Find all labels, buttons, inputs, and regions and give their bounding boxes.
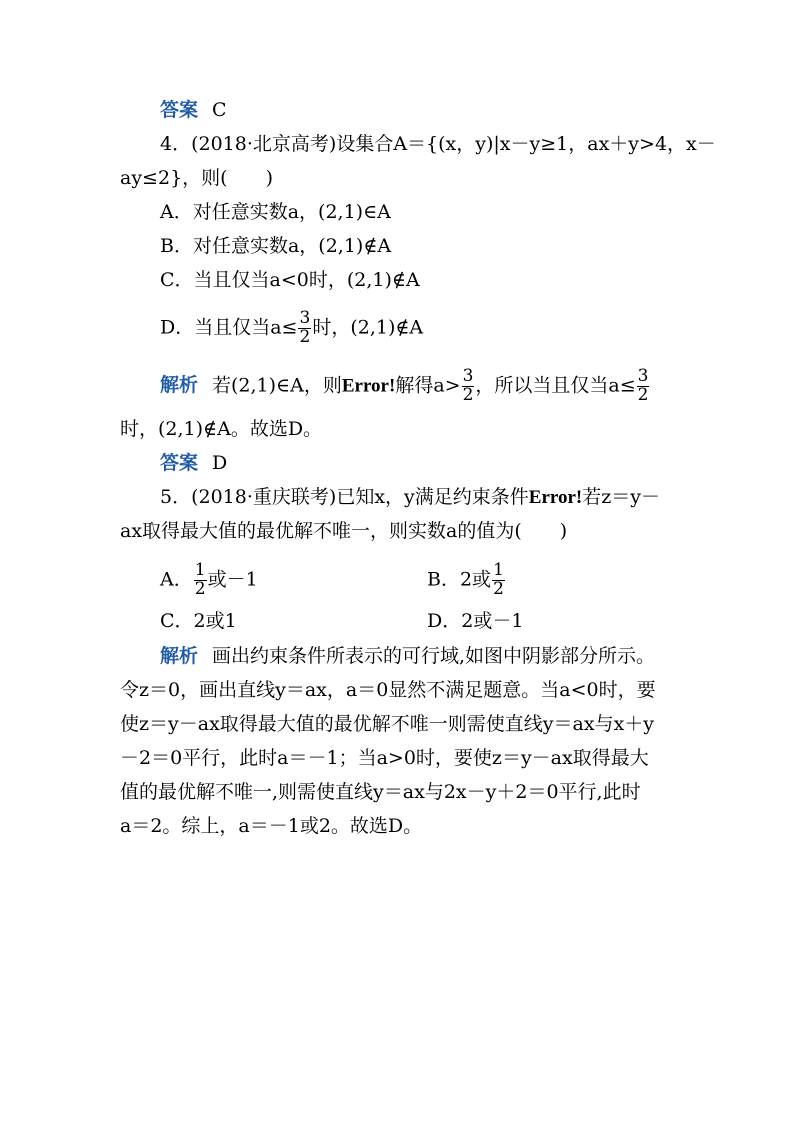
q4-analysis-line2: 时，(2,1)∉A。故选D。	[120, 418, 323, 440]
q4-analysis-line1	[160, 368, 650, 405]
q5-option-b-prefix: B．2或	[427, 568, 492, 591]
q4-number: 4．	[160, 133, 192, 155]
q3-answer-line	[160, 97, 227, 123]
q5-analysis-line1	[160, 643, 655, 669]
q4-answer-value: D	[212, 452, 228, 474]
q5-analysis-text1: 画出约束条件所表示的可行域,如图中阴影部分所示。	[212, 645, 656, 667]
q5-analysis-line2: 令z＝0，画出直线y＝ax，a＝0显然不满足题意。当a<0时，要	[120, 679, 656, 701]
analysis-label: 解析	[160, 645, 199, 667]
answer-label: 答案	[160, 452, 199, 474]
q4-option-c: C．当且仅当a<0时，(2,1)∉A	[160, 269, 420, 291]
fraction-numerator: 3	[462, 366, 474, 386]
q4-analysis-error: Error!	[341, 375, 396, 397]
q5-stem-text1a: 已知x，y满足约束条件	[336, 486, 529, 508]
q5-analysis-line3: 使z＝y－ax取得最大值的最优解不唯一则需使直线y＝ax与x＋y	[120, 713, 655, 735]
fraction-denominator: 2	[493, 578, 504, 599]
q4-analysis-text-c: ，所以当且仅当a≤	[475, 374, 636, 397]
q5-option-b-fraction	[492, 562, 505, 599]
fraction-numerator: 3	[637, 366, 649, 386]
q4-source: (2018·北京高考)	[191, 133, 337, 155]
q4-analysis-fraction1	[462, 368, 475, 405]
fraction-denominator: 2	[194, 578, 206, 599]
q4-answer-line	[160, 450, 227, 476]
q5-option-a-fraction	[194, 562, 207, 599]
q4-analysis-text-b: 解得a>	[395, 374, 461, 397]
q3-answer-value: C	[212, 99, 227, 121]
answer-label: 答案	[160, 99, 199, 121]
q5-analysis-line5: 值的最优解不唯一,则需使直线y＝ax与2x－y＋2＝0平行,此时	[120, 781, 641, 803]
fraction-denominator: 2	[637, 384, 649, 405]
q5-option-a-prefix: A．	[160, 568, 193, 591]
q5-stem-error: Error!	[528, 487, 583, 508]
q4-analysis-text-a: 若(2,1)∈A，则	[212, 374, 342, 397]
q5-option-c: C．2或1	[160, 610, 237, 632]
q4-option-d-prefix: D．当且仅当a≤	[160, 316, 298, 339]
q4-option-a: A．对任意实数a，(2,1)∈A	[160, 201, 391, 223]
q4-stem-text1: 设集合A＝{(x，y)|x－y≥1，ax＋y>4，x－	[336, 133, 716, 155]
q4-option-d-suffix: 时，(2,1)∉A	[312, 316, 424, 339]
q5-analysis-line4: －2＝0平行，此时a＝－1；当a>0时，要使z＝y－ax取得最大	[120, 747, 649, 769]
q4-option-d	[160, 310, 423, 347]
q5-number: 5．	[160, 486, 192, 508]
fraction-numerator: 1	[493, 560, 504, 580]
q4-analysis-fraction2	[637, 368, 650, 405]
fraction-denominator: 2	[299, 326, 311, 347]
q5-stem-line1	[160, 484, 660, 511]
q4-stem-line1	[160, 131, 716, 157]
q5-stem-text1b: 若z＝y－	[582, 486, 660, 508]
q5-option-a	[160, 562, 258, 599]
analysis-label: 解析	[160, 374, 199, 397]
q5-option-b	[427, 562, 506, 599]
q4-option-d-fraction	[298, 310, 311, 347]
q5-option-d: D．2或－1	[427, 610, 524, 632]
q4-option-b: B．对任意实数a，(2,1)∉A	[160, 235, 392, 257]
fraction-numerator: 3	[299, 308, 311, 328]
fraction-denominator: 2	[462, 384, 474, 405]
q5-stem-line2: ax取得最大值的最优解不唯一，则实数a的值为( )	[120, 520, 568, 542]
q5-source: (2018·重庆联考)	[191, 486, 337, 508]
q5-option-a-suffix: 或－1	[207, 568, 258, 591]
q4-stem-line2: ay≤2}，则( )	[120, 167, 273, 189]
fraction-numerator: 1	[194, 560, 206, 580]
q5-analysis-line6: a＝2。综上，a＝－1或2。故选D。	[120, 815, 423, 837]
